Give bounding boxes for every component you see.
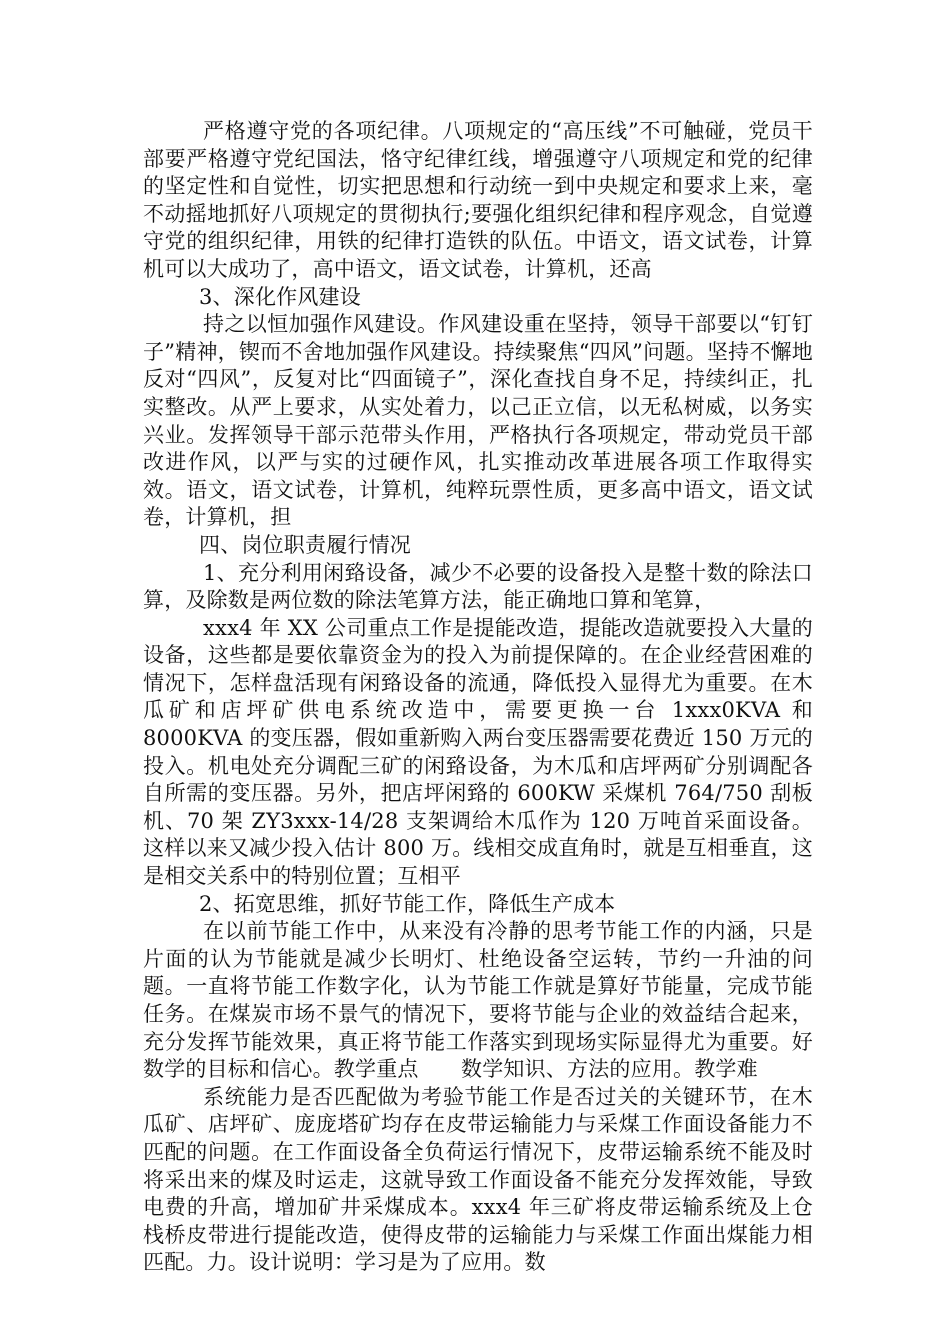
paragraph-system-capacity: 系统能力是否匹配做为考验节能工作是否过关的关键环节，在木瓜矿、店坪矿、庞庞塔矿均存在皮带运输能力与采煤工作面设备能力不匹配的问题。在工作面设备全负荷运行情况下，皮带运输系统不能及时将采出来的煤及时运走，这就导致工作面设备不能充分发挥效能，导致电费的升高，增加矿井采煤成本。xxx4 年三矿将皮带运输系统及上仓栈桥皮带进行提能改造，使得皮带的运输能力与采煤工作面出煤能力相匹配。力。设计说明：学习是为了应用。数: [143, 1084, 813, 1275]
paragraph-work-style: 持之以恒加强作风建设。作风建设重在坚持，领导干部要以“钉钉子”精神，锲而不舍地加强作风建设。持续聚焦“四风”问题。坚持不懈地反对“四风”，反复对比“四面镜子”，深化查找自身不足，持续纠正，扎实整改。从严上要求，从实处着力，以己正立信，以无私树威，以务实兴业。发挥领导干部示范带头作用，严格执行各项规定，带动党员干部改进作风，以严与实的过硬作风，扎实推动改革进展各项工作取得实效。语文，语文试卷，计算机，纯粹玩票性质，更多高中语文，语文试卷，计算机，担: [143, 312, 813, 530]
section-heading-work-style: 3、深化作风建设: [199, 284, 361, 309]
document-body: [143, 118, 813, 1277]
section-heading-duties: 四、岗位职责履行情况: [199, 532, 411, 557]
paragraph-idle-equipment: 1、充分利用闲臵设备，减少不必要的设备投入是整十数的除法口算，及除数是两位数的除法笔算方法，能正确地口算和笔算，: [143, 560, 813, 613]
paragraph-party-discipline: 严格遵守党的各项纪律。八项规定的“高压线”不可触碰，党员干部要严格遵守党纪国法，恪守纪律红线，增强遵守八项规定和党的纪律的坚定性和自觉性，切实把思想和行动统一到中央规定和要求上来，毫不动摇地抓好八项规定的贯彻执行;要强化组织纪律和程序观念，自觉遵守党的组织纪律，用铁的纪律打造铁的队伍。中语文，语文试卷，计算机可以大成功了，高中语文，语文试卷，计算机，还高: [143, 119, 813, 281]
paragraph-energy-saving: 在以前节能工作中，从来没有冷静的思考节能工作的内涵，只是片面的认为节能就是减少长明灯、杜绝设备空运转，节约一升油的问题。一直将节能工作数字化，认为节能工作就是算好节能量，完成节能任务。在煤炭市场不景气的情况下，要将节能与企业的效益结合起来，充分发挥节能效果，真正将节能工作落实到现场实际显得尤为重要。好数学的目标和信心。教学重点 数学知识、方法的应用。教学难: [143, 919, 813, 1082]
paragraph-capacity-upgrade: xxx4 年 XX 公司重点工作是提能改造，提能改造就要投入大量的设备，这些都是要依靠资金为的投入为前提保障的。在企业经营困难的情况下，怎样盘活现有闲臵设备的流通，降低投入显得尤为重要。在木瓜矿和店坪矿供电系统改造中，需要更换一台 1xxx0KVA 和 8000KVA 的变压器，假如重新购入两台变压器需要花费近 150 万元的投入。机电处充分调配三矿的闲臵设备，为木瓜和店坪两矿分别调配各自所需的变压器。另外，把店坪闲臵的 600KW 采煤机 764/750 刮板机、70 架 ZY3xxx-14/28 支架调给木瓜作为 120 万吨首采面设备。这样以来又减少投入估计 800 万。线相交成直角时，就是互相垂直，这是相交关系中的特别位置；互相平: [143, 615, 813, 889]
section-heading-energy-saving: 2、拓宽思维，抓好节能工作，降低生产成本: [199, 891, 616, 916]
